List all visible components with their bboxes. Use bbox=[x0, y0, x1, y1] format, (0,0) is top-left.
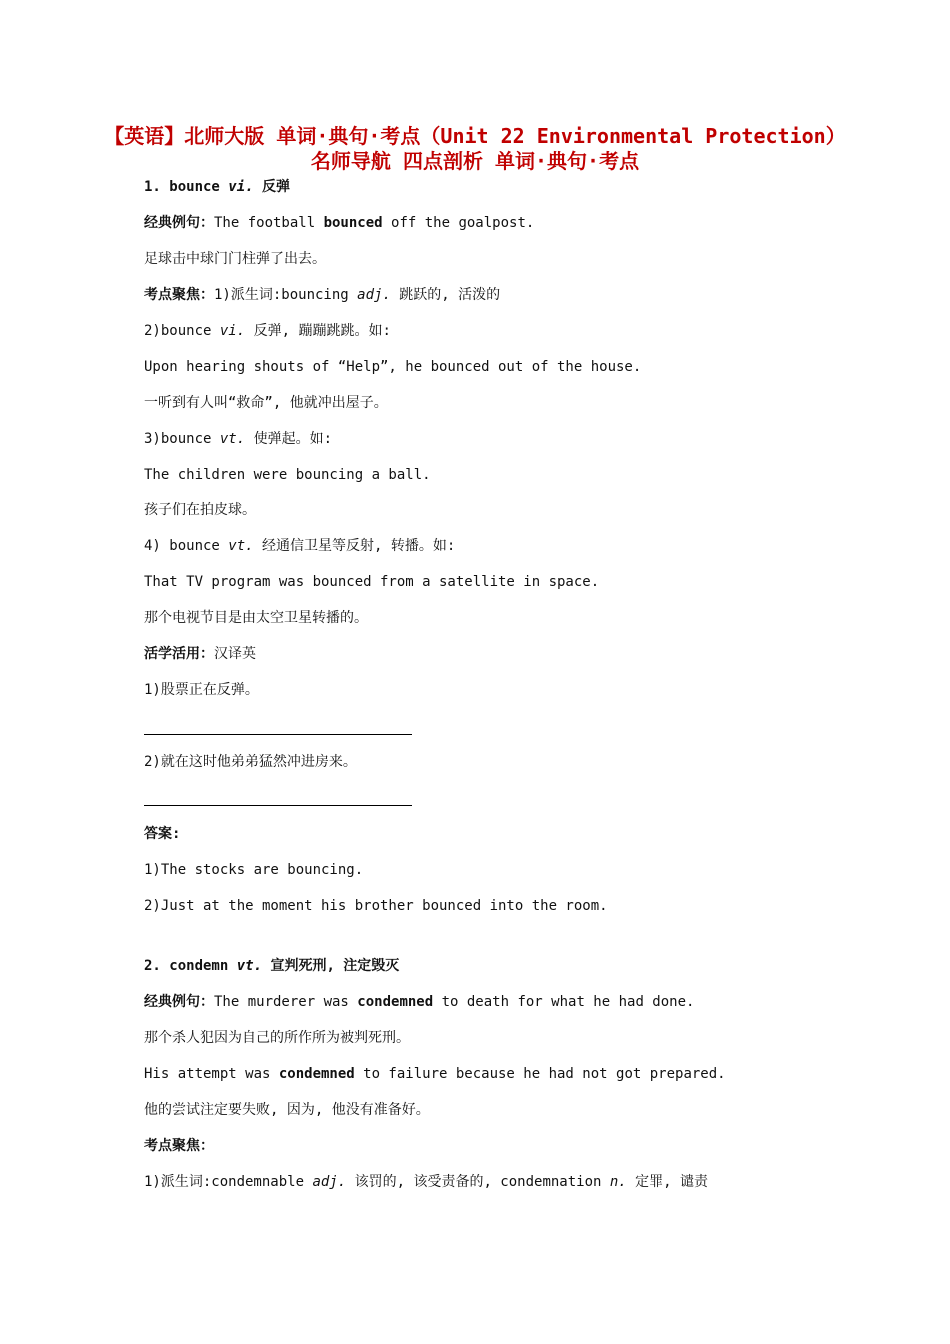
answer-item: 2)Just at the moment his brother bounced into the room. bbox=[144, 898, 608, 914]
practice-heading: 活学活用：汉译英 bbox=[144, 646, 256, 662]
example-translation: 足球击中球门门柱弹了出去。 bbox=[144, 251, 326, 267]
word-heading-bounce: 1. bounce vi. 反弹 bbox=[144, 179, 291, 195]
usage-example: That TV program was bounced from a satellite in space. bbox=[144, 574, 600, 590]
usage-translation: 一听到有人叫“救命”, 他就冲出屋子。 bbox=[144, 395, 388, 411]
usage-example: The children were bouncing a ball. bbox=[144, 467, 431, 483]
focus-point: 考点聚焦：1)派生词:bouncing adj. 跳跃的, 活泼的 bbox=[144, 287, 501, 303]
usage-example: Upon hearing shouts of “Help”, he bounced out of the house. bbox=[144, 359, 642, 375]
focus-heading: 考点聚焦： bbox=[144, 1138, 214, 1154]
example-sentence: 经典例句：The murderer was condemned to death for what he had done. bbox=[144, 994, 695, 1010]
answer-blank-line bbox=[144, 805, 412, 806]
focus-point: 1)派生词:condemnable adj. 该罚的, 该受责备的, condemnation n. 定罪, 谴责 bbox=[144, 1174, 709, 1190]
practice-question: 1)股票正在反弹。 bbox=[144, 682, 259, 698]
usage-translation: 那个电视节目是由太空卫星转播的。 bbox=[144, 610, 368, 626]
answer-item: 1)The stocks are bouncing. bbox=[144, 862, 364, 878]
usage-point: 2)bounce vi. 反弹, 蹦蹦跳跳。如: bbox=[144, 323, 391, 339]
word-heading-condemn: 2. condemn vt. 宣判死刑, 注定毁灭 bbox=[144, 958, 400, 974]
usage-point: 4) bounce vt. 经通信卫星等反射, 转播。如: bbox=[144, 538, 456, 554]
usage-translation: 孩子们在拍皮球。 bbox=[144, 502, 256, 518]
answer-heading: 答案: bbox=[144, 826, 181, 842]
answer-blank-line bbox=[144, 734, 412, 735]
practice-question: 2)就在这时他弟弟猛然冲进房来。 bbox=[144, 754, 357, 770]
example-translation: 那个杀人犯因为自己的所作所为被判死刑。 bbox=[144, 1030, 410, 1046]
page-title: 【英语】北师大版 单词·典句·考点（Unit 22 Environmental Protection）名师导航 四点剖析 单词·典句·考点 bbox=[104, 124, 846, 173]
example-sentence: 经典例句：The football bounced off the goalpost. bbox=[144, 215, 535, 231]
example-translation: 他的尝试注定要失败, 因为, 他没有准备好。 bbox=[144, 1102, 430, 1118]
usage-point: 3)bounce vt. 使弹起。如: bbox=[144, 431, 333, 447]
example-sentence: His attempt was condemned to failure because he had not got prepared. bbox=[144, 1066, 726, 1082]
